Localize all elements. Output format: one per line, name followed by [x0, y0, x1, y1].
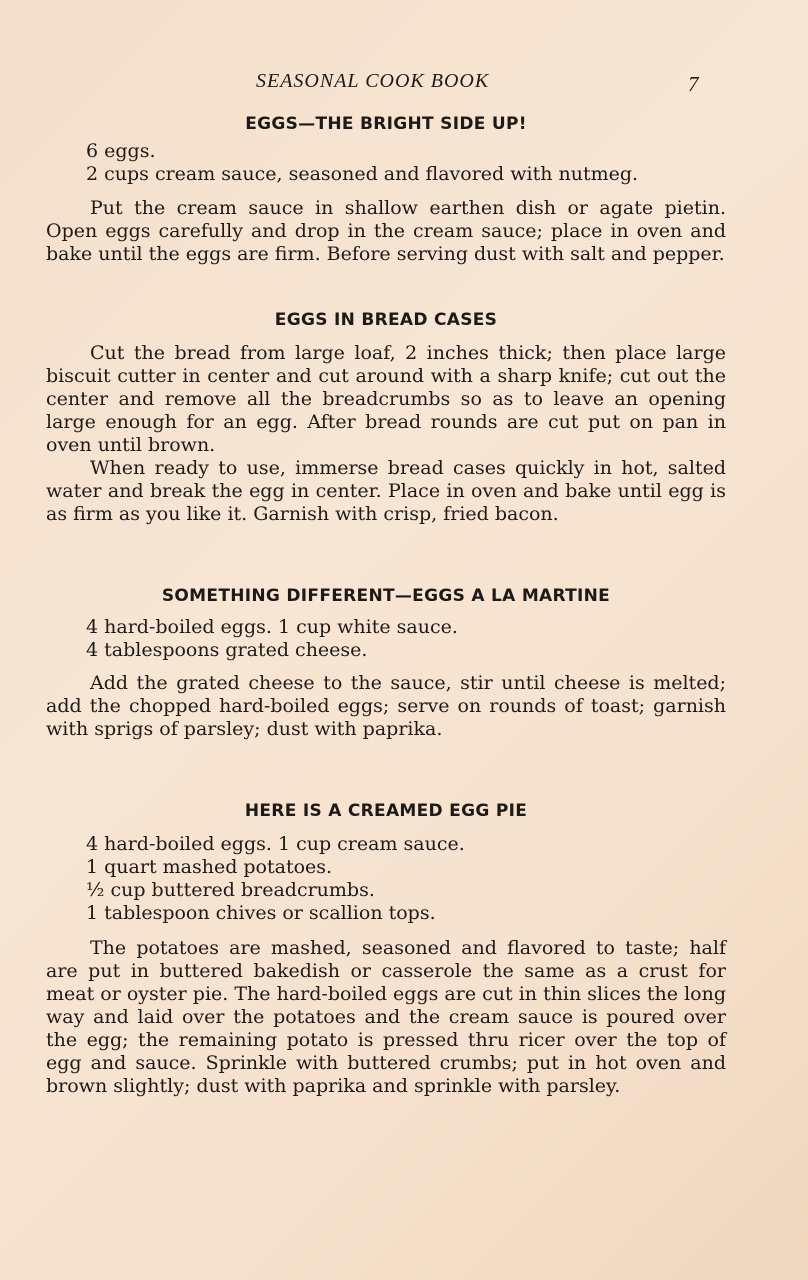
running-head: [46, 70, 726, 100]
ingredient-line: 6 eggs.: [86, 140, 156, 162]
ingredient-line: 4 tablespoons grated cheese.: [86, 639, 368, 661]
ingredient-list: [46, 616, 726, 662]
page-number: 7: [688, 72, 699, 96]
recipe-eggs-a-la-martine: [46, 586, 726, 741]
recipe-creamed-egg-pie: [46, 801, 726, 1098]
recipe-title: EGGS IN BREAD CASES: [274, 310, 498, 330]
ingredient-line: ½ cup buttered breadcrumbs.: [86, 879, 375, 901]
recipe-title: SOMETHING DIFFERENT—EGGS A LA MARTINE: [161, 586, 611, 606]
method-paragraph: Cut the bread from large loaf, 2 inches thick; then place large biscuit cutter in center and cut around with a sharp knife; cut out the center and remove all the breadcrumbs so as to leave an opening large enough for an egg. After bread rounds are cut put on pan in oven until brown.: [46, 342, 726, 456]
recipe-eggs-in-bread-cases: [46, 310, 726, 526]
ingredient-list: [46, 833, 726, 925]
method-paragraph: When ready to use, immerse bread cases quickly in hot, salted water and break the egg in center. Place in oven and bake until egg is as firm as you like it. Garnish with crisp, fried bacon.: [46, 457, 726, 525]
recipe-title: HERE IS A CREAMED EGG PIE: [244, 801, 528, 821]
ingredient-line: 4 hard-boiled eggs. 1 cup white sauce.: [86, 616, 458, 638]
method-paragraph: Add the grated cheese to the sauce, stir until cheese is melted; add the chopped hard-boiled eggs; serve on rounds of toast; garnish with sprigs of parsley; dust with paprika.: [46, 672, 726, 740]
recipe-title: EGGS—THE BRIGHT SIDE UP!: [245, 114, 527, 134]
ingredient-line: 4 hard-boiled eggs. 1 cup cream sauce.: [86, 833, 465, 855]
ingredient-line: 1 tablespoon chives or scallion tops.: [86, 902, 436, 924]
ingredient-line: 1 quart mashed potatoes.: [86, 856, 333, 878]
recipe-eggs-bright-side-up: [46, 114, 726, 266]
method: [46, 342, 726, 526]
method: [46, 937, 726, 1098]
ingredient-list: [46, 140, 726, 186]
running-title: SEASONAL COOK BOOK: [256, 70, 490, 92]
method-paragraph: Put the cream sauce in shallow earthen dish or agate pietin. Open eggs carefully and drop in the cream sauce; place in oven and bake until the eggs are firm. Before serving dust with salt and pepper.: [46, 197, 726, 265]
method: [46, 197, 726, 266]
book-page: [46, 70, 726, 1098]
method-paragraph: The potatoes are mashed, seasoned and flavored to taste; half are put in buttered bakedish or casserole the same as a crust for meat or oyster pie. The hard-boiled eggs are cut in thin slices the long way and laid over the potatoes and the cream sauce is poured over the egg; the remaining potato is pressed thru ricer over the top of egg and sauce. Sprinkle with buttered crumbs; put in hot oven and brown slightly; dust with paprika and sprinkle with parsley.: [46, 937, 726, 1097]
method: [46, 672, 726, 741]
ingredient-line: 2 cups cream sauce, seasoned and flavored with nutmeg.: [86, 163, 639, 185]
